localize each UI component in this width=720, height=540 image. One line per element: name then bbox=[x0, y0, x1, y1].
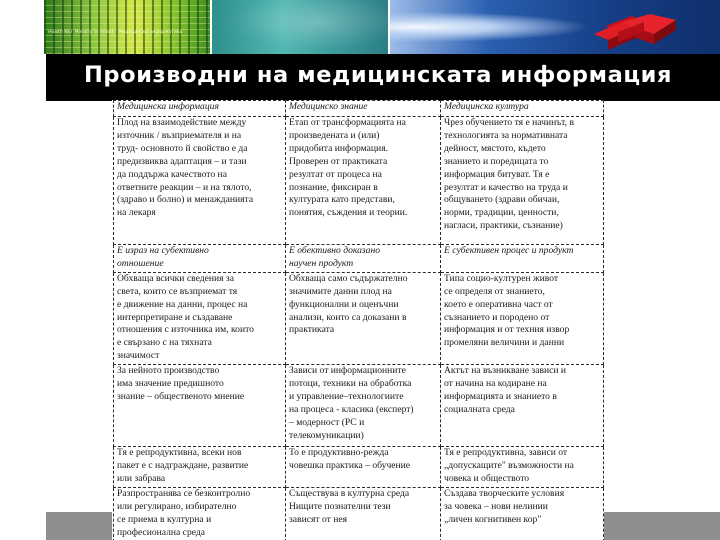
cell-text-line: За нейното производство bbox=[117, 365, 220, 377]
table-cell bbox=[286, 447, 441, 488]
cell-text-line: информация битуват. Тя е bbox=[444, 168, 550, 180]
table-cell bbox=[441, 365, 604, 447]
cell-text-line: практиката bbox=[289, 324, 335, 336]
table-row bbox=[114, 447, 604, 488]
cell-text-line: на лекаря bbox=[117, 207, 156, 219]
cell-text-line: професионална среда bbox=[117, 526, 206, 538]
table-cell bbox=[441, 488, 604, 540]
cell-text-line: източник / възприемателя и на bbox=[117, 129, 242, 141]
cell-text-line: интерпретиране и създаване bbox=[117, 311, 233, 323]
header-image-teal bbox=[212, 0, 388, 54]
cell-text-line: информация и от техния извор bbox=[444, 324, 570, 336]
header-banner bbox=[0, 0, 720, 54]
table-row bbox=[114, 117, 604, 245]
table-row bbox=[114, 245, 604, 273]
cell-text-line: Е субективен процес и продукт bbox=[444, 245, 574, 256]
cell-text-line: Е израз на субективно bbox=[117, 245, 209, 256]
cell-text-line: значимост bbox=[117, 350, 160, 362]
cell-text-line: или регулирано, избирателно bbox=[117, 501, 237, 513]
cell-text-line: То е продуктивно-режда bbox=[289, 447, 389, 459]
cell-text-line: човешка практика – обучение bbox=[289, 460, 411, 472]
cell-text-line: научен продукт bbox=[289, 257, 354, 269]
cell-text-line: „личен когнитивен кор" bbox=[444, 513, 542, 525]
scanned-document bbox=[112, 100, 604, 540]
cell-text-line: резултат от процеса на bbox=[289, 168, 382, 180]
cell-text-line: нагласи, практики, съзнание) bbox=[444, 220, 563, 232]
table-cell bbox=[441, 272, 604, 364]
cell-text-line: общуването (здрави обичаи, bbox=[444, 194, 560, 206]
cell-text-line: отношения с източника им, които bbox=[117, 324, 254, 336]
table-cell bbox=[286, 245, 441, 273]
cell-text-line: Чрез обучението тя е начинът, в bbox=[444, 117, 574, 128]
cell-text-line: предизвиква адаптация – и тази bbox=[117, 155, 247, 167]
cell-text-line: има значение предишното bbox=[117, 378, 224, 390]
table-cell bbox=[286, 488, 441, 540]
cell-text-line: на процеса - класика (експерт) bbox=[289, 403, 414, 415]
cell-text-line: Обхваща всички сведения за bbox=[117, 272, 234, 284]
cell-text-line: значимите данни плод на bbox=[289, 285, 392, 297]
cell-text-line: за човека – нови нелинии bbox=[444, 501, 548, 513]
cell-text-line: Тя е репродуктивна, всеки нов bbox=[117, 447, 242, 459]
cell-text-line: резултат и качество на труда и bbox=[444, 181, 568, 193]
red-cross-icon bbox=[592, 12, 684, 56]
table-cell bbox=[441, 117, 604, 245]
cell-text-line: произведената и (или) bbox=[289, 129, 380, 141]
cell-text-line: познание, фиксиран в bbox=[289, 181, 378, 193]
table-cell bbox=[114, 365, 286, 447]
cell-text-line: от начина на кодиране на bbox=[444, 378, 547, 390]
table-header-row bbox=[114, 101, 604, 117]
cell-text-line: (здраво и болно) и менажданията bbox=[117, 194, 254, 206]
cell-text-line: норми, традиции, ценности, bbox=[444, 207, 559, 219]
cell-text-line: ответните реакции – и на тялото, bbox=[117, 181, 252, 193]
slide-title: Производни на медицинската информация bbox=[84, 62, 673, 88]
cell-text-line: социалната среда bbox=[444, 403, 515, 415]
cell-text-line: Проверен от практиката bbox=[289, 155, 388, 167]
cell-text-line: Етап от трансформацията на bbox=[289, 117, 406, 128]
table-cell bbox=[441, 245, 604, 273]
cell-text-line: Нищите познателни тези bbox=[289, 501, 391, 513]
table-cell bbox=[286, 272, 441, 364]
header-image-green bbox=[44, 0, 210, 54]
title-bar bbox=[46, 54, 720, 101]
cell-text-line: пакет е с надграждане, развитие bbox=[117, 460, 249, 472]
cell-text-line: функционални и оценъчни bbox=[289, 298, 399, 310]
cell-text-line: „допускащите" възможности на bbox=[444, 460, 574, 472]
cell-text-line: и управление–технологиите bbox=[289, 390, 404, 402]
cell-text-line: Обхваща само съдържателно bbox=[289, 272, 408, 284]
cell-text-line: което е оперативна част от bbox=[444, 298, 553, 310]
cell-text-line: понятия, съждения и теории. bbox=[289, 207, 408, 219]
cell-text-line: Типа социо-културен живот bbox=[444, 272, 559, 284]
header-cell-culture: Медицинска култура bbox=[441, 101, 604, 117]
cell-text-line: труд- основното й свойство е да bbox=[117, 142, 248, 154]
cell-text-line: дейност, мястото, където bbox=[444, 142, 546, 154]
table-row bbox=[114, 365, 604, 447]
table-cell bbox=[114, 447, 286, 488]
header-image-caption: Health NET Ministry of Health · Медицинска информатика bbox=[48, 30, 183, 35]
table-cell bbox=[286, 117, 441, 245]
cell-text-line: света, които се възприемат тя bbox=[117, 285, 238, 297]
cell-text-line: е свързано с на тяхната bbox=[117, 337, 212, 349]
cell-text-line: Актът на възникване зависи и bbox=[444, 365, 567, 377]
cell-text-line: да поддържа качеството на bbox=[117, 168, 227, 180]
cell-text-line: потоци, техники на обработка bbox=[289, 378, 412, 390]
cell-text-line: човека и обществото bbox=[444, 472, 530, 484]
comparison-table bbox=[113, 100, 604, 540]
cell-text-line: технологията за нормативната bbox=[444, 129, 568, 141]
table-cell bbox=[114, 488, 286, 540]
cell-text-line: – модерност (PC и bbox=[289, 416, 365, 428]
cell-text-line: Съществува в културна среда bbox=[289, 488, 410, 500]
cell-text-line: анализи, които са доказани в bbox=[289, 311, 407, 323]
cell-text-line: телекомуникации) bbox=[289, 429, 364, 441]
cell-text-line: придобита информация. bbox=[289, 142, 389, 154]
cell-text-line: съзнанието и породено от bbox=[444, 311, 550, 323]
table-cell bbox=[114, 117, 286, 245]
table-cell bbox=[114, 272, 286, 364]
table-cell bbox=[114, 245, 286, 273]
header-cell-information: Медицинска информация bbox=[114, 101, 286, 117]
cell-text-line: зависят от нея bbox=[289, 513, 348, 525]
cell-text-line: културата като представи, bbox=[289, 194, 395, 206]
cell-text-line: се определя от знанието, bbox=[444, 285, 545, 297]
cell-text-line: Разпространява се безконтролно bbox=[117, 488, 251, 500]
cell-text-line: знанието и поредицата то bbox=[444, 155, 549, 167]
cell-text-line: знание – общественото мнение bbox=[117, 390, 245, 402]
cell-text-line: промеляни величини и данни bbox=[444, 337, 565, 349]
cell-text-line: информацията и знанието в bbox=[444, 390, 557, 402]
table-cell bbox=[441, 447, 604, 488]
cell-text-line: или забрава bbox=[117, 472, 166, 484]
cell-text-line: отношение bbox=[117, 257, 164, 269]
cell-text-line: Зависи от информационните bbox=[289, 365, 406, 377]
header-cell-knowledge: Медицинско знание bbox=[286, 101, 441, 117]
table-cell bbox=[286, 365, 441, 447]
table-row bbox=[114, 272, 604, 364]
cell-text-line: е движение на данни, процес на bbox=[117, 298, 248, 310]
cell-text-line: Създава творческите условия bbox=[444, 488, 565, 500]
table-row bbox=[114, 488, 604, 540]
cell-text-line: Е обективно доказано bbox=[289, 245, 381, 256]
cell-text-line: Тя е репродуктивна, зависи от bbox=[444, 447, 568, 459]
cell-text-line: Плод на взаимодействие между bbox=[117, 117, 247, 128]
cell-text-line: се приема в културна и bbox=[117, 513, 212, 525]
